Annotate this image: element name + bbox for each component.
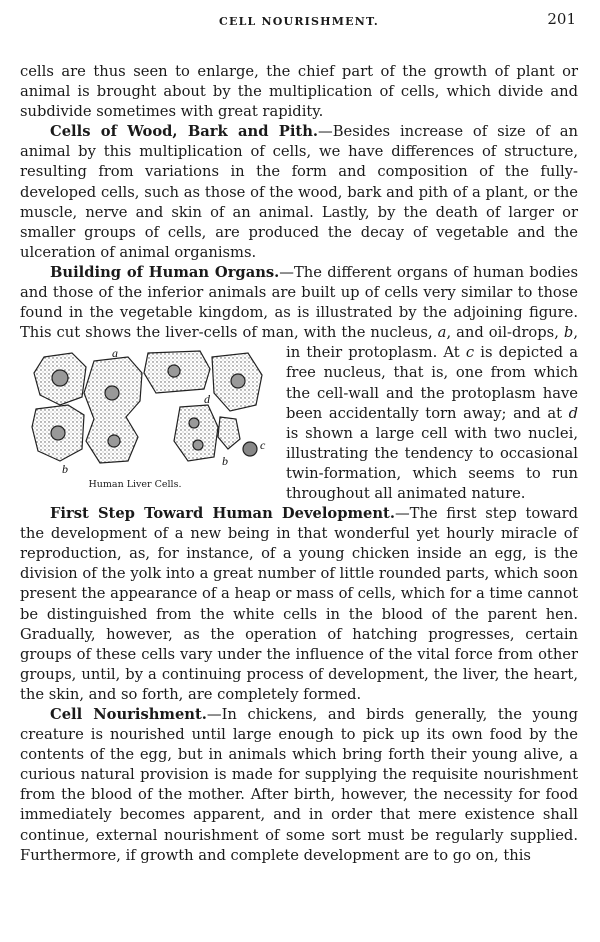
paragraph-text: , and oil-drops, bbox=[446, 324, 564, 342]
label-a: a bbox=[437, 324, 447, 342]
liver-cells-illustration bbox=[24, 345, 274, 475]
paragraph-text: —The first step toward the development of a new being in that wonderful yet hourly miracle of reproduction, as, for instance, of a young chicken inside an egg, is the division of the yolk into a great number of little rounded parts, which soon present the appearance of a heap or mass of cells, which for a time cannot be distinguished from the white cells in the blood of the parent hen. Gradually, however, as the operation of hatching progresses, certain groups of these cells vary under the influence of the vital force from other groups, until, by a continuing process of development, the liver, the heart, the skin, and so forth, are completely formed. bbox=[20, 505, 578, 703]
paragraph-cells-of-wood bbox=[20, 122, 578, 263]
cell-shapes bbox=[32, 351, 262, 463]
paragraph-cell-nourishment bbox=[20, 705, 578, 866]
label-d: d bbox=[204, 392, 210, 407]
label-c: c bbox=[260, 438, 266, 453]
nucleus bbox=[105, 386, 119, 400]
nucleus bbox=[108, 435, 120, 447]
nucleus bbox=[231, 374, 245, 388]
paragraph-building-of-human-organs bbox=[20, 263, 578, 504]
nucleus bbox=[193, 440, 203, 450]
paragraph-heading: First Step Toward Human Development. bbox=[50, 505, 395, 523]
paragraph-text: cells are thus seen to enlarge, the chief part of the growth of plant or animal is brought about by the multiplication of cells, which divide and subdivide sometimes with great rapidity. bbox=[20, 63, 578, 121]
paragraph-heading: Cell Nourishment. bbox=[50, 706, 207, 723]
paragraph-text: —In chickens, and birds generally, the young creature is nourished until large enough to pick up its own food by the contents of the egg, but in animals which bring forth their young alive, a curious natural provision is made for supplying the requisite nourishment from the blood of the mother. After birth, however, the necessity for food immediately becomes apparent, and in order that mere existence shall continue, external nourishment of some sort must be regularly supplied. Furthermore, if growth and complete development are to go on, this bbox=[20, 706, 579, 864]
label-b: b bbox=[563, 324, 574, 342]
label-a: a bbox=[112, 346, 118, 361]
paragraph-text: is shown a large cell with two nuclei, illustrating the tendency to occasional twin-formation, which seems to run throughout all animated nature. bbox=[286, 424, 578, 502]
body-text bbox=[20, 62, 578, 866]
nucleus bbox=[168, 365, 180, 377]
nucleus bbox=[51, 426, 65, 440]
nucleus bbox=[189, 418, 199, 428]
label-b: b bbox=[62, 462, 68, 476]
paragraph-first-step bbox=[20, 504, 578, 705]
paragraph-text: —The different organs of human bodies and those of the inferior animals are built up of cells very similar to those found in the vegetable kingdom, as is illustrated by the adjoining figure. This cut shows the liver-cells of man, with the nucleus, bbox=[20, 263, 578, 342]
running-head: CELL NOURISHMENT. bbox=[219, 15, 379, 28]
free-nucleus bbox=[243, 442, 257, 456]
paragraph-text: —Besides increase of size of an animal by this multiplication of cells, we have differences of structure, resulting from variations in the form and composition of the fully-developed cells, such as those of the wood, bark and pith of a plant, or the muscle, nerve and skin of an animal. Lastly, by the death of larger or smaller groups of cells, are produced the decay of vegetable and the ulceration of animal organisms. bbox=[20, 123, 578, 261]
paragraph-text: is depicted a free nucleus, that is, one from which the cell-wall and the protoplasm have been accidentally torn away; and at bbox=[286, 344, 579, 422]
page-number: 201 bbox=[547, 10, 576, 28]
paragraph-heading: Cells of Wood, Bark and Pith. bbox=[50, 123, 319, 141]
label-c: c bbox=[465, 344, 475, 362]
paragraph-heading: Building of Human Organs. bbox=[50, 263, 280, 281]
label-d: d bbox=[568, 404, 578, 422]
label-b: b bbox=[222, 454, 228, 469]
paragraph-continued bbox=[20, 62, 578, 122]
nucleus bbox=[52, 370, 68, 386]
figure-caption: Human Liver Cells. bbox=[88, 479, 182, 491]
liver-cell bbox=[174, 405, 218, 461]
liver-cell bbox=[218, 417, 240, 449]
page-header bbox=[20, 10, 578, 34]
paragraph-text: , in their protoplasm. At bbox=[286, 324, 578, 362]
liver-cells-figure bbox=[20, 343, 282, 495]
